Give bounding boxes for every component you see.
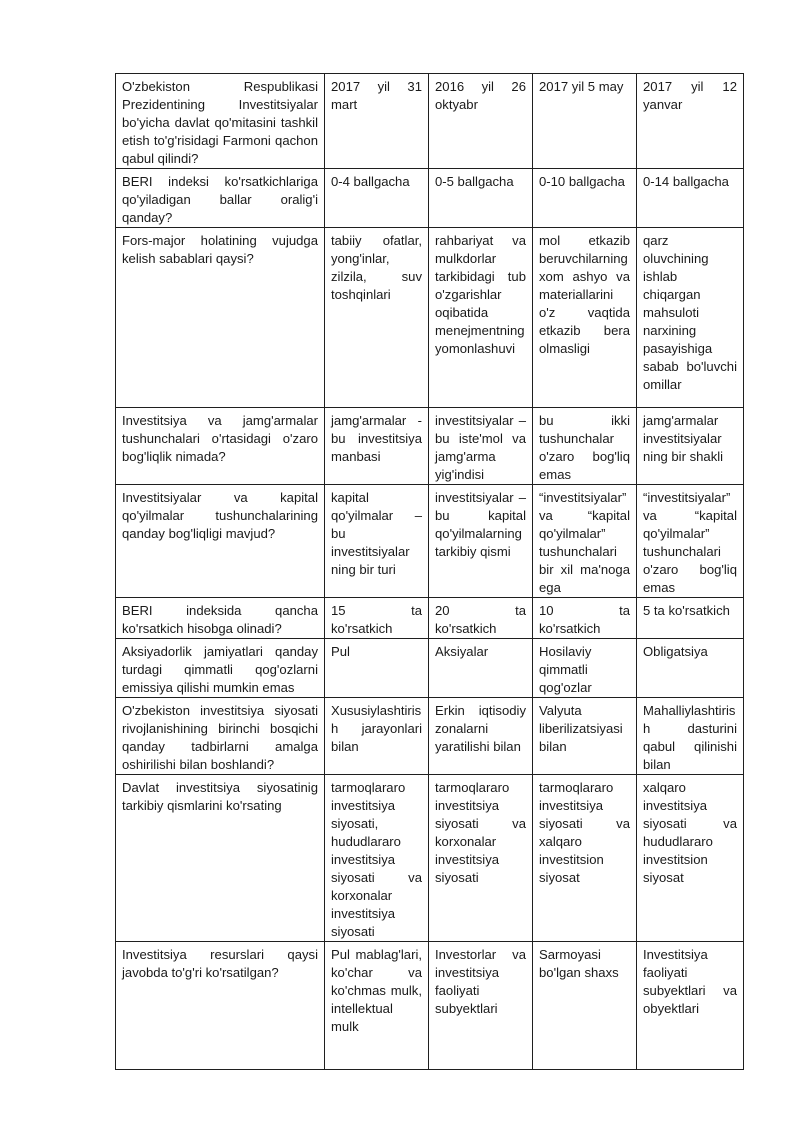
option-a-cell: jamg'armalar - bu investitsiya manbasi bbox=[325, 408, 429, 485]
option-b-cell: Erkin iqtisodiy zonalarni yaratilishi bilan bbox=[429, 698, 533, 775]
quiz-table bbox=[115, 73, 744, 1070]
question-cell: BERI indeksi ko'rsatkichlariga qo'yiladigan ballar oralig'i qanday? bbox=[116, 169, 325, 228]
question-cell: O'zbekiston Respublikasi Prezidentining Investitsiyalar bo'yicha davlat qo'mitasini tashkil etish to'g'risidagi Farmoni qachon qabul qilindi? bbox=[116, 74, 325, 169]
option-d-cell: 5 ta ko'rsatkich bbox=[637, 598, 744, 639]
question-cell: Investitsiyalar va kapital qo'yilmalar tushunchalarining qanday bog'liqligi mavjud? bbox=[116, 485, 325, 598]
option-a-cell: Xususiylashtirish jarayonlari bilan bbox=[325, 698, 429, 775]
question-cell: Investitsiya resurslari qaysi javobda to'g'ri ko'rsatilgan? bbox=[116, 942, 325, 1070]
option-b-cell: tarmoqlararo investitsiya siyosati va korxonalar investitsiya siyosati bbox=[429, 775, 533, 942]
option-c-cell: “investitsiyalar” va “kapital qo'yilmalar” tushunchalari bir xil ma'noga ega bbox=[533, 485, 637, 598]
question-cell: O'zbekiston investitsiya siyosati rivojlanishining birinchi bosqichi qanday tadbirlarni amalga oshirilishi bilan boshlandi? bbox=[116, 698, 325, 775]
option-b-cell: rahbariyat va mulkdorlar tarkibidagi tub o'zgarishlar oqibatida menejmentning yomonlashuvi bbox=[429, 228, 533, 408]
option-b-cell: Aksiyalar bbox=[429, 639, 533, 698]
table-row bbox=[116, 698, 744, 775]
option-d-cell: Obligatsiya bbox=[637, 639, 744, 698]
option-c-cell: 10 ta ko'rsatkich bbox=[533, 598, 637, 639]
option-c-cell: mol etkazib beruvchilarning xom ashyo va materiallarini o'z vaqtida etkazib bera olmasligi bbox=[533, 228, 637, 408]
option-b-cell: 2016 yil 26 oktyabr bbox=[429, 74, 533, 169]
option-b-cell: investitsiyalar – bu iste'mol va jamg'arma yig'indisi bbox=[429, 408, 533, 485]
option-c-cell: tarmoqlararo investitsiya siyosati va xalqaro investitsion siyosat bbox=[533, 775, 637, 942]
option-c-cell: 0-10 ballgacha bbox=[533, 169, 637, 228]
question-cell: Investitsiya va jamg'armalar tushunchalari o'rtasidagi o'zaro bog'liqlik nimada? bbox=[116, 408, 325, 485]
option-a-cell: Pul mablag'lari, ko'char va ko'chmas mulk, intellektual mulk bbox=[325, 942, 429, 1070]
option-a-cell: 0-4 ballgacha bbox=[325, 169, 429, 228]
option-c-cell: Sarmoyasi bo'lgan shaxs bbox=[533, 942, 637, 1070]
table-row bbox=[116, 74, 744, 169]
option-d-cell: xalqaro investitsiya siyosati va hududlararo investitsion siyosat bbox=[637, 775, 744, 942]
option-b-cell: 20 ta ko'rsatkich bbox=[429, 598, 533, 639]
option-b-cell: Investorlar va investitsiya faoliyati subyektlari bbox=[429, 942, 533, 1070]
table-row bbox=[116, 228, 744, 408]
question-cell: Aksiyadorlik jamiyatlari qanday turdagi qimmatli qog'ozlarni emissiya qilishi mumkin emas bbox=[116, 639, 325, 698]
option-d-cell: jamg'armalar investitsiyalar ning bir shakli bbox=[637, 408, 744, 485]
table-row bbox=[116, 485, 744, 598]
option-c-cell: bu ikki tushunchalar o'zaro bog'liq emas bbox=[533, 408, 637, 485]
option-d-cell: 2017 yil 12 yanvar bbox=[637, 74, 744, 169]
option-b-cell: investitsiyalar – bu kapital qo'yilmalarning tarkibiy qismi bbox=[429, 485, 533, 598]
question-cell: Fors-major holatining vujudga kelish sabablari qaysi? bbox=[116, 228, 325, 408]
option-c-cell: Hosilaviy qimmatli qog'ozlar bbox=[533, 639, 637, 698]
table-row bbox=[116, 598, 744, 639]
table-row bbox=[116, 169, 744, 228]
option-d-cell: Mahalliylashtirish dasturini qabul qilinishi bilan bbox=[637, 698, 744, 775]
option-a-cell: kapital qo'yilmalar – bu investitsiyalar ning bir turi bbox=[325, 485, 429, 598]
table-row bbox=[116, 775, 744, 942]
option-a-cell: 15 ta ko'rsatkich bbox=[325, 598, 429, 639]
table-row bbox=[116, 942, 744, 1070]
option-a-cell: tarmoqlararo investitsiya siyosati, hududlararo investitsiya siyosati va korxonalar investitsiya siyosati bbox=[325, 775, 429, 942]
option-a-cell: Pul bbox=[325, 639, 429, 698]
option-b-cell: 0-5 ballgacha bbox=[429, 169, 533, 228]
option-d-cell: 0-14 ballgacha bbox=[637, 169, 744, 228]
option-c-cell: 2017 yil 5 may bbox=[533, 74, 637, 169]
question-cell: Davlat investitsiya siyosatinig tarkibiy qismlarini ko'rsating bbox=[116, 775, 325, 942]
option-d-cell: Investitsiya faoliyati subyektlari va obyektlari bbox=[637, 942, 744, 1070]
option-a-cell: tabiiy ofatlar, yong'inlar, zilzila, suv toshqinlari bbox=[325, 228, 429, 408]
option-d-cell: qarz oluvchining ishlab chiqargan mahsuloti narxining pasayishiga sabab bo'luvchi omillar bbox=[637, 228, 744, 408]
option-a-cell: 2017 yil 31 mart bbox=[325, 74, 429, 169]
option-d-cell: “investitsiyalar” va “kapital qo'yilmalar” tushunchalari o'zaro bog'liq emas bbox=[637, 485, 744, 598]
table-row bbox=[116, 639, 744, 698]
question-cell: BERI indeksida qancha ko'rsatkich hisobga olinadi? bbox=[116, 598, 325, 639]
table-row bbox=[116, 408, 744, 485]
option-c-cell: Valyuta liberilizatsiyasi bilan bbox=[533, 698, 637, 775]
